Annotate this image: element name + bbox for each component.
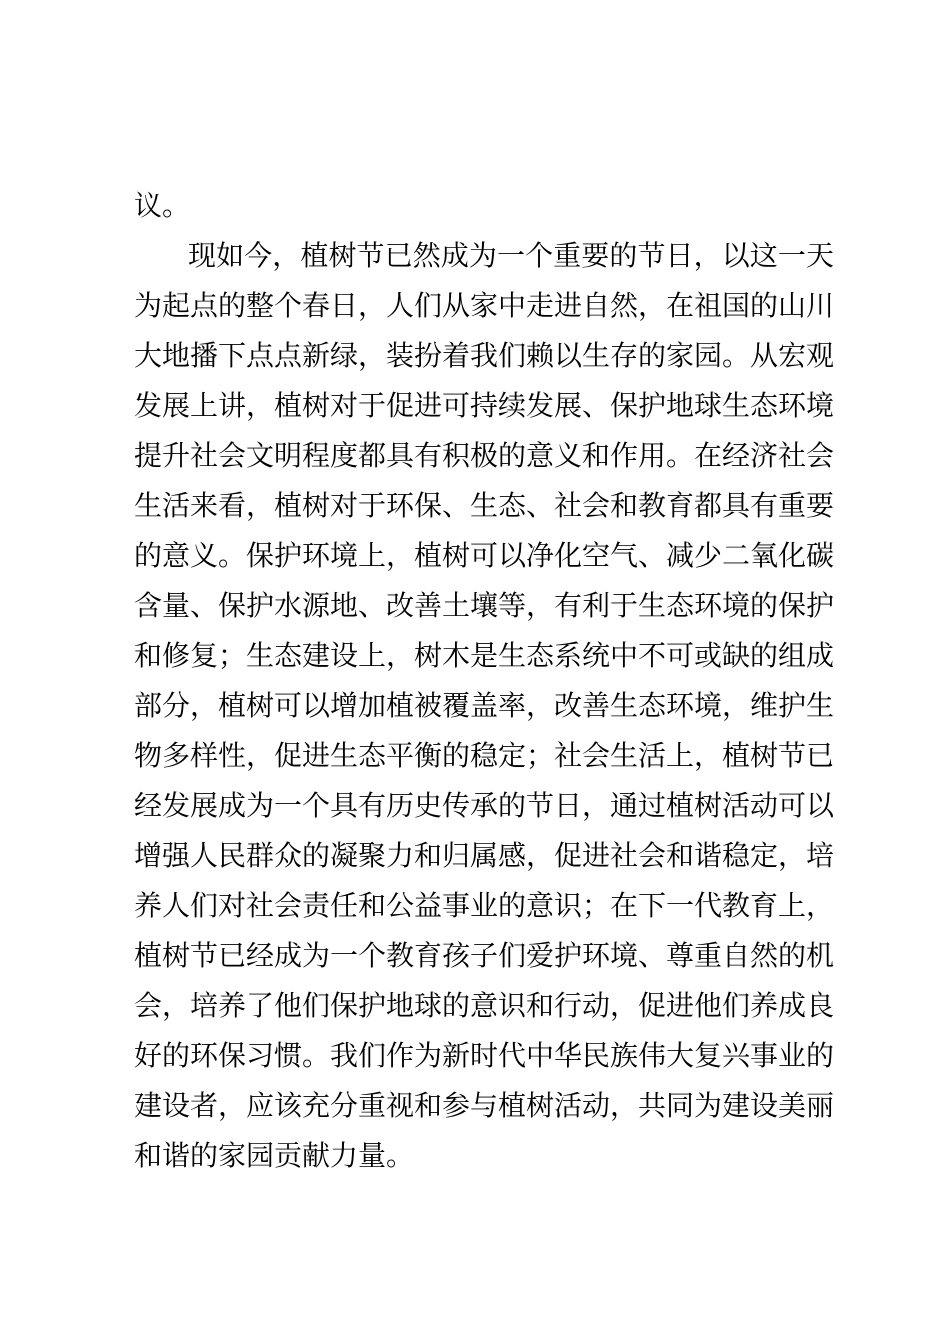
text-line: 大地播下点点新绿，装扮着我们赖以生存的家园。从宏观 [134, 339, 835, 372]
text-line: 的意义。保护环境上，植树可以净化空气、减少二氧化碳 [134, 539, 835, 572]
paragraph-first-line: 现如今，植树节已然成为一个重要的节日，以这一天 [188, 239, 834, 272]
text-line: 含量、保护水源地、改善土壤等，有利于生态环境的保护 [134, 589, 835, 622]
text-line: 经发展成为一个具有历史传承的节日，通过植树活动可以 [134, 789, 835, 822]
text-line: 和修复；生态建设上，树木是生态系统中不可或缺的组成 [134, 639, 835, 672]
text-line: 增强人民群众的凝聚力和归属感，促进社会和谐稳定，培 [134, 839, 835, 872]
text-line: 好的环保习惯。我们作为新时代中华民族伟大复兴事业的 [134, 1039, 835, 1072]
text-line: 植树节已经成为一个教育孩子们爱护环境、尊重自然的机 [134, 939, 835, 972]
text-line: 生活来看，植树对于环保、生态、社会和教育都具有重要 [134, 489, 835, 522]
text-line: 物多样性，促进生态平衡的稳定；社会生活上，植树节已 [134, 739, 835, 772]
text-line: 提升社会文明程度都具有积极的意义和作用。在经济社会 [134, 439, 835, 472]
text-line: 发展上讲，植树对于促进可持续发展、保护地球生态环境 [134, 389, 835, 422]
body-text [134, 181, 834, 1181]
text-line: 建设者，应该充分重视和参与植树活动，共同为建设美丽 [134, 1089, 835, 1122]
paragraph-last-line: 和谐的家园贡献力量。 [134, 1139, 415, 1172]
text-line: 会，培养了他们保护地球的意识和行动，促进他们养成良 [134, 989, 835, 1022]
text-line: 议。 [134, 189, 191, 222]
text-line: 为起点的整个春日，人们从家中走进自然，在祖国的山川 [134, 289, 835, 322]
text-line: 部分，植树可以增加植被覆盖率，改善生态环境，维护生 [134, 689, 835, 722]
text-line: 养人们对社会责任和公益事业的意识；在下一代教育上， [134, 889, 835, 922]
